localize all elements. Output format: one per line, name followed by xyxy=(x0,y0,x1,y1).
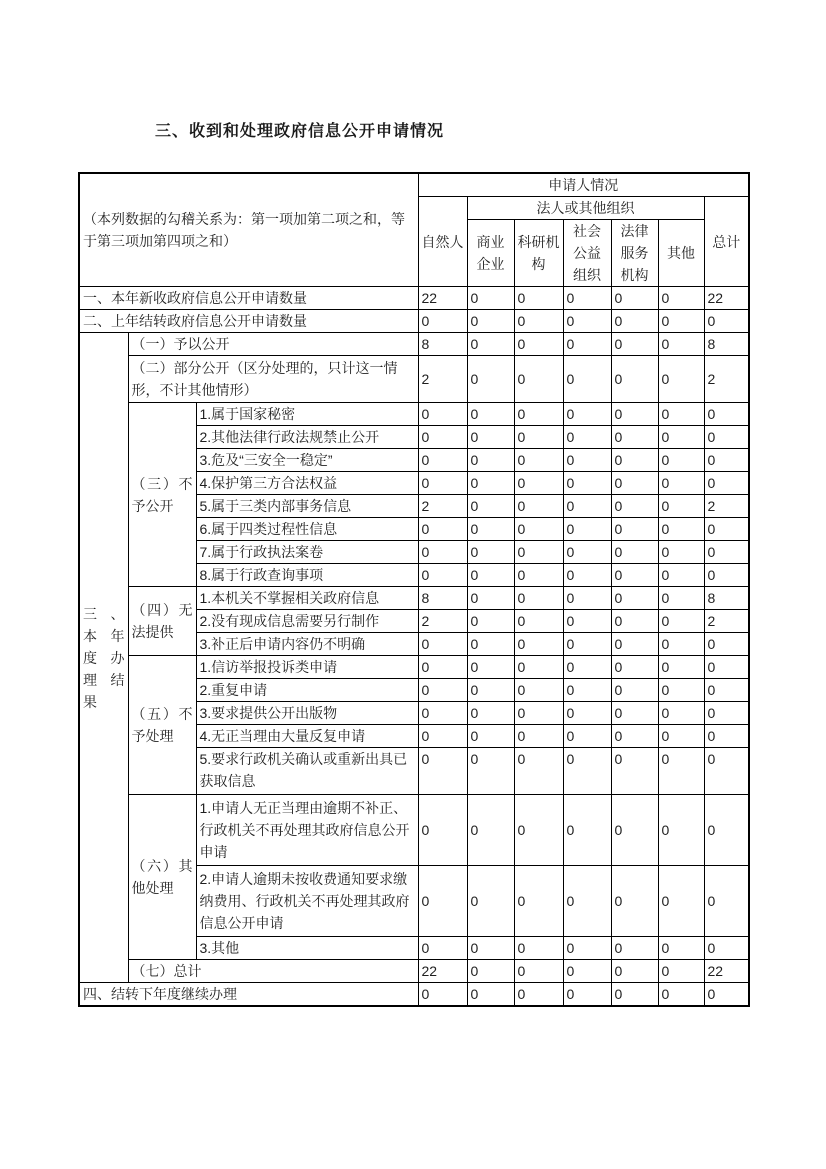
value-cell: 0 xyxy=(658,679,704,702)
value-cell: 0 xyxy=(563,725,611,748)
table-row xyxy=(79,310,749,333)
value-cell: 0 xyxy=(514,541,563,564)
value-cell: 0 xyxy=(658,633,704,656)
table-row xyxy=(79,983,749,1007)
value-cell: 0 xyxy=(514,866,563,937)
value-cell: 0 xyxy=(658,983,704,1007)
value-cell: 8 xyxy=(418,333,467,356)
row-label: 7.属于行政执法案卷 xyxy=(196,541,418,564)
row-label: 1.属于国家秘密 xyxy=(196,403,418,426)
value-cell: 0 xyxy=(563,449,611,472)
value-cell: 0 xyxy=(418,702,467,725)
value-cell: 0 xyxy=(467,795,514,866)
value-cell: 0 xyxy=(563,356,611,403)
value-cell: 0 xyxy=(704,564,749,587)
value-cell: 0 xyxy=(704,656,749,679)
value-cell: 0 xyxy=(467,725,514,748)
value-cell: 0 xyxy=(658,449,704,472)
value-cell: 0 xyxy=(658,748,704,795)
value-cell: 0 xyxy=(563,518,611,541)
value-cell: 0 xyxy=(514,333,563,356)
value-cell: 0 xyxy=(563,679,611,702)
row-label: 4.保护第三方合法权益 xyxy=(196,472,418,495)
value-cell: 2 xyxy=(418,356,467,403)
value-cell: 0 xyxy=(418,679,467,702)
col-header-legal-or-other-group: 法人或其他组织 xyxy=(467,197,704,220)
value-cell: 0 xyxy=(611,748,658,795)
value-cell: 0 xyxy=(418,748,467,795)
value-cell: 0 xyxy=(563,748,611,795)
row-label: 2.重复申请 xyxy=(196,679,418,702)
value-cell: 0 xyxy=(704,541,749,564)
value-cell: 2 xyxy=(704,356,749,403)
reconciliation-note: （本列数据的勾稽关系为：第一项加第二项之和，等于第三项加第四项之和） xyxy=(79,173,418,287)
header-row-1 xyxy=(79,173,749,197)
value-cell: 8 xyxy=(704,333,749,356)
value-cell: 0 xyxy=(563,656,611,679)
value-cell: 0 xyxy=(467,472,514,495)
group-label-not-processed: （五）不予处理 xyxy=(128,656,196,795)
value-cell: 0 xyxy=(611,310,658,333)
value-cell: 8 xyxy=(418,587,467,610)
table-row xyxy=(79,656,749,679)
value-cell: 0 xyxy=(467,983,514,1007)
value-cell: 0 xyxy=(418,983,467,1007)
value-cell: 0 xyxy=(467,937,514,960)
table-row xyxy=(79,287,749,310)
col-header-total: 总计 xyxy=(704,197,749,287)
row-label: 3.危及“三安全一稳定” xyxy=(196,449,418,472)
value-cell: 0 xyxy=(467,633,514,656)
value-cell: 0 xyxy=(467,518,514,541)
row-label: 1.申请人无正当理由逾期不补正、行政机关不再处理其政府信息公开申请 xyxy=(196,795,418,866)
value-cell: 0 xyxy=(514,426,563,449)
value-cell: 0 xyxy=(658,356,704,403)
value-cell: 0 xyxy=(611,518,658,541)
value-cell: 0 xyxy=(418,656,467,679)
value-cell: 0 xyxy=(704,310,749,333)
value-cell: 0 xyxy=(514,725,563,748)
row-label: 二、上年结转政府信息公开申请数量 xyxy=(79,310,418,333)
value-cell: 0 xyxy=(658,426,704,449)
value-cell: 0 xyxy=(563,587,611,610)
value-cell: 0 xyxy=(658,610,704,633)
value-cell: 0 xyxy=(514,679,563,702)
value-cell: 0 xyxy=(611,679,658,702)
value-cell: 0 xyxy=(514,960,563,983)
value-cell: 0 xyxy=(514,748,563,795)
value-cell: 0 xyxy=(467,287,514,310)
value-cell: 0 xyxy=(611,333,658,356)
value-cell: 0 xyxy=(418,310,467,333)
value-cell: 2 xyxy=(418,610,467,633)
value-cell: 0 xyxy=(704,426,749,449)
value-cell: 0 xyxy=(467,310,514,333)
value-cell: 0 xyxy=(514,495,563,518)
value-cell: 0 xyxy=(611,287,658,310)
value-cell: 0 xyxy=(658,472,704,495)
table-row xyxy=(79,587,749,610)
value-cell: 0 xyxy=(467,356,514,403)
value-cell: 0 xyxy=(704,983,749,1007)
value-cell: 0 xyxy=(563,403,611,426)
value-cell: 8 xyxy=(704,587,749,610)
value-cell: 0 xyxy=(467,748,514,795)
row-label: 1.本机关不掌握相关政府信息 xyxy=(196,587,418,610)
row-label: 1.信访举报投诉类申请 xyxy=(196,656,418,679)
value-cell: 0 xyxy=(658,287,704,310)
row-label: 四、结转下年度继续办理 xyxy=(79,983,418,1007)
row-label: 3.补正后申请内容仍不明确 xyxy=(196,633,418,656)
value-cell: 0 xyxy=(658,725,704,748)
value-cell: 0 xyxy=(658,495,704,518)
value-cell: 0 xyxy=(611,725,658,748)
value-cell: 0 xyxy=(704,702,749,725)
value-cell: 0 xyxy=(418,449,467,472)
value-cell: 0 xyxy=(658,937,704,960)
value-cell: 0 xyxy=(563,795,611,866)
value-cell: 0 xyxy=(467,866,514,937)
value-cell: 0 xyxy=(611,610,658,633)
value-cell: 0 xyxy=(514,518,563,541)
value-cell: 0 xyxy=(658,960,704,983)
value-cell: 0 xyxy=(704,795,749,866)
value-cell: 0 xyxy=(418,403,467,426)
value-cell: 0 xyxy=(658,656,704,679)
value-cell: 0 xyxy=(514,795,563,866)
value-cell: 0 xyxy=(611,960,658,983)
value-cell: 22 xyxy=(704,960,749,983)
group-label-unable-to-provide: （四）无法提供 xyxy=(128,587,196,656)
value-cell: 0 xyxy=(658,795,704,866)
value-cell: 0 xyxy=(563,633,611,656)
value-cell: 0 xyxy=(658,702,704,725)
value-cell: 0 xyxy=(704,937,749,960)
value-cell: 0 xyxy=(704,748,749,795)
applications-table xyxy=(78,172,750,1007)
value-cell: 0 xyxy=(467,333,514,356)
value-cell: 0 xyxy=(418,795,467,866)
value-cell: 0 xyxy=(467,541,514,564)
row-label: （七）总计 xyxy=(128,960,418,983)
row-label: 一、本年新收政府信息公开申请数量 xyxy=(79,287,418,310)
col-header-natural-person: 自然人 xyxy=(418,197,467,287)
value-cell: 0 xyxy=(658,866,704,937)
value-cell: 0 xyxy=(563,610,611,633)
row-label: 6.属于四类过程性信息 xyxy=(196,518,418,541)
value-cell: 2 xyxy=(418,495,467,518)
value-cell: 0 xyxy=(514,403,563,426)
value-cell: 0 xyxy=(418,541,467,564)
value-cell: 0 xyxy=(611,795,658,866)
table-row xyxy=(79,403,749,426)
value-cell: 22 xyxy=(418,287,467,310)
value-cell: 0 xyxy=(467,449,514,472)
value-cell: 0 xyxy=(704,725,749,748)
value-cell: 0 xyxy=(563,310,611,333)
value-cell: 0 xyxy=(418,426,467,449)
value-cell: 0 xyxy=(514,610,563,633)
table-row xyxy=(79,960,749,983)
value-cell: 0 xyxy=(514,472,563,495)
value-cell: 0 xyxy=(658,564,704,587)
col-header-business: 商业企业 xyxy=(467,220,514,287)
value-cell: 0 xyxy=(563,472,611,495)
value-cell: 0 xyxy=(563,541,611,564)
value-cell: 0 xyxy=(563,937,611,960)
value-cell: 0 xyxy=(514,287,563,310)
value-cell: 0 xyxy=(418,633,467,656)
value-cell: 0 xyxy=(467,702,514,725)
value-cell: 0 xyxy=(611,633,658,656)
value-cell: 0 xyxy=(704,518,749,541)
col-header-research: 科研机构 xyxy=(514,220,563,287)
value-cell: 2 xyxy=(704,610,749,633)
row-label: （一）予以公开 xyxy=(128,333,418,356)
value-cell: 0 xyxy=(467,564,514,587)
group-label-year-results: 三、本年度办理结果 xyxy=(79,333,128,983)
group-label-other-handling: （六）其他处理 xyxy=(128,795,196,960)
value-cell: 0 xyxy=(611,356,658,403)
col-header-legal-service: 法律服务机构 xyxy=(611,220,658,287)
value-cell: 0 xyxy=(514,983,563,1007)
value-cell: 0 xyxy=(611,541,658,564)
value-cell: 0 xyxy=(514,633,563,656)
value-cell: 0 xyxy=(658,333,704,356)
value-cell: 0 xyxy=(563,287,611,310)
table-row xyxy=(79,356,749,403)
value-cell: 0 xyxy=(563,426,611,449)
value-cell: 0 xyxy=(514,449,563,472)
value-cell: 0 xyxy=(658,310,704,333)
value-cell: 0 xyxy=(704,633,749,656)
value-cell: 0 xyxy=(467,656,514,679)
row-label: 5.要求行政机关确认或重新出具已获取信息 xyxy=(196,748,418,795)
value-cell: 0 xyxy=(467,610,514,633)
col-header-applicant-group: 申请人情况 xyxy=(418,173,749,197)
value-cell: 0 xyxy=(611,656,658,679)
value-cell: 0 xyxy=(467,587,514,610)
row-label: 8.属于行政查询事项 xyxy=(196,564,418,587)
value-cell: 0 xyxy=(704,866,749,937)
value-cell: 0 xyxy=(704,679,749,702)
value-cell: 0 xyxy=(563,495,611,518)
value-cell: 0 xyxy=(514,564,563,587)
value-cell: 0 xyxy=(514,310,563,333)
value-cell: 0 xyxy=(467,403,514,426)
value-cell: 0 xyxy=(418,472,467,495)
value-cell: 0 xyxy=(704,449,749,472)
value-cell: 0 xyxy=(658,403,704,426)
value-cell: 0 xyxy=(611,983,658,1007)
row-label: 3.要求提供公开出版物 xyxy=(196,702,418,725)
value-cell: 0 xyxy=(418,725,467,748)
value-cell: 0 xyxy=(418,866,467,937)
value-cell: 0 xyxy=(467,426,514,449)
value-cell: 0 xyxy=(704,403,749,426)
value-cell: 0 xyxy=(704,472,749,495)
value-cell: 0 xyxy=(563,866,611,937)
row-label: 2.没有现成信息需要另行制作 xyxy=(196,610,418,633)
value-cell: 0 xyxy=(563,333,611,356)
value-cell: 0 xyxy=(563,960,611,983)
value-cell: 0 xyxy=(611,564,658,587)
row-label: 2.其他法律行政法规禁止公开 xyxy=(196,426,418,449)
value-cell: 0 xyxy=(611,449,658,472)
table-row xyxy=(79,333,749,356)
value-cell: 0 xyxy=(611,426,658,449)
row-label: 3.其他 xyxy=(196,937,418,960)
row-label: （二）部分公开（区分处理的，只计这一情形，不计其他情形） xyxy=(128,356,418,403)
value-cell: 0 xyxy=(611,403,658,426)
value-cell: 0 xyxy=(563,564,611,587)
value-cell: 0 xyxy=(467,495,514,518)
row-label: 5.属于三类内部事务信息 xyxy=(196,495,418,518)
value-cell: 0 xyxy=(563,983,611,1007)
value-cell: 22 xyxy=(704,287,749,310)
value-cell: 0 xyxy=(514,656,563,679)
value-cell: 0 xyxy=(658,541,704,564)
col-header-social-welfare: 社会公益组织 xyxy=(563,220,611,287)
value-cell: 0 xyxy=(658,518,704,541)
value-cell: 0 xyxy=(514,356,563,403)
value-cell: 0 xyxy=(418,564,467,587)
value-cell: 0 xyxy=(418,937,467,960)
row-label: 2.申请人逾期未按收费通知要求缴纳费用、行政机关不再处理其政府信息公开申请 xyxy=(196,866,418,937)
page-title: 三、收到和处理政府信息公开申请情况 xyxy=(155,123,445,140)
row-label: 4.无正当理由大量反复申请 xyxy=(196,725,418,748)
value-cell: 0 xyxy=(611,937,658,960)
value-cell: 0 xyxy=(514,702,563,725)
value-cell: 0 xyxy=(611,472,658,495)
value-cell: 0 xyxy=(418,518,467,541)
value-cell: 0 xyxy=(658,587,704,610)
value-cell: 0 xyxy=(467,960,514,983)
value-cell: 0 xyxy=(467,679,514,702)
value-cell: 22 xyxy=(418,960,467,983)
value-cell: 0 xyxy=(611,587,658,610)
table-row xyxy=(79,795,749,866)
value-cell: 0 xyxy=(514,937,563,960)
value-cell: 0 xyxy=(611,702,658,725)
group-label-not-disclosed: （三）不予公开 xyxy=(128,403,196,587)
value-cell: 0 xyxy=(611,866,658,937)
col-header-other: 其他 xyxy=(658,220,704,287)
value-cell: 0 xyxy=(563,702,611,725)
value-cell: 0 xyxy=(514,587,563,610)
value-cell: 0 xyxy=(611,495,658,518)
value-cell: 2 xyxy=(704,495,749,518)
